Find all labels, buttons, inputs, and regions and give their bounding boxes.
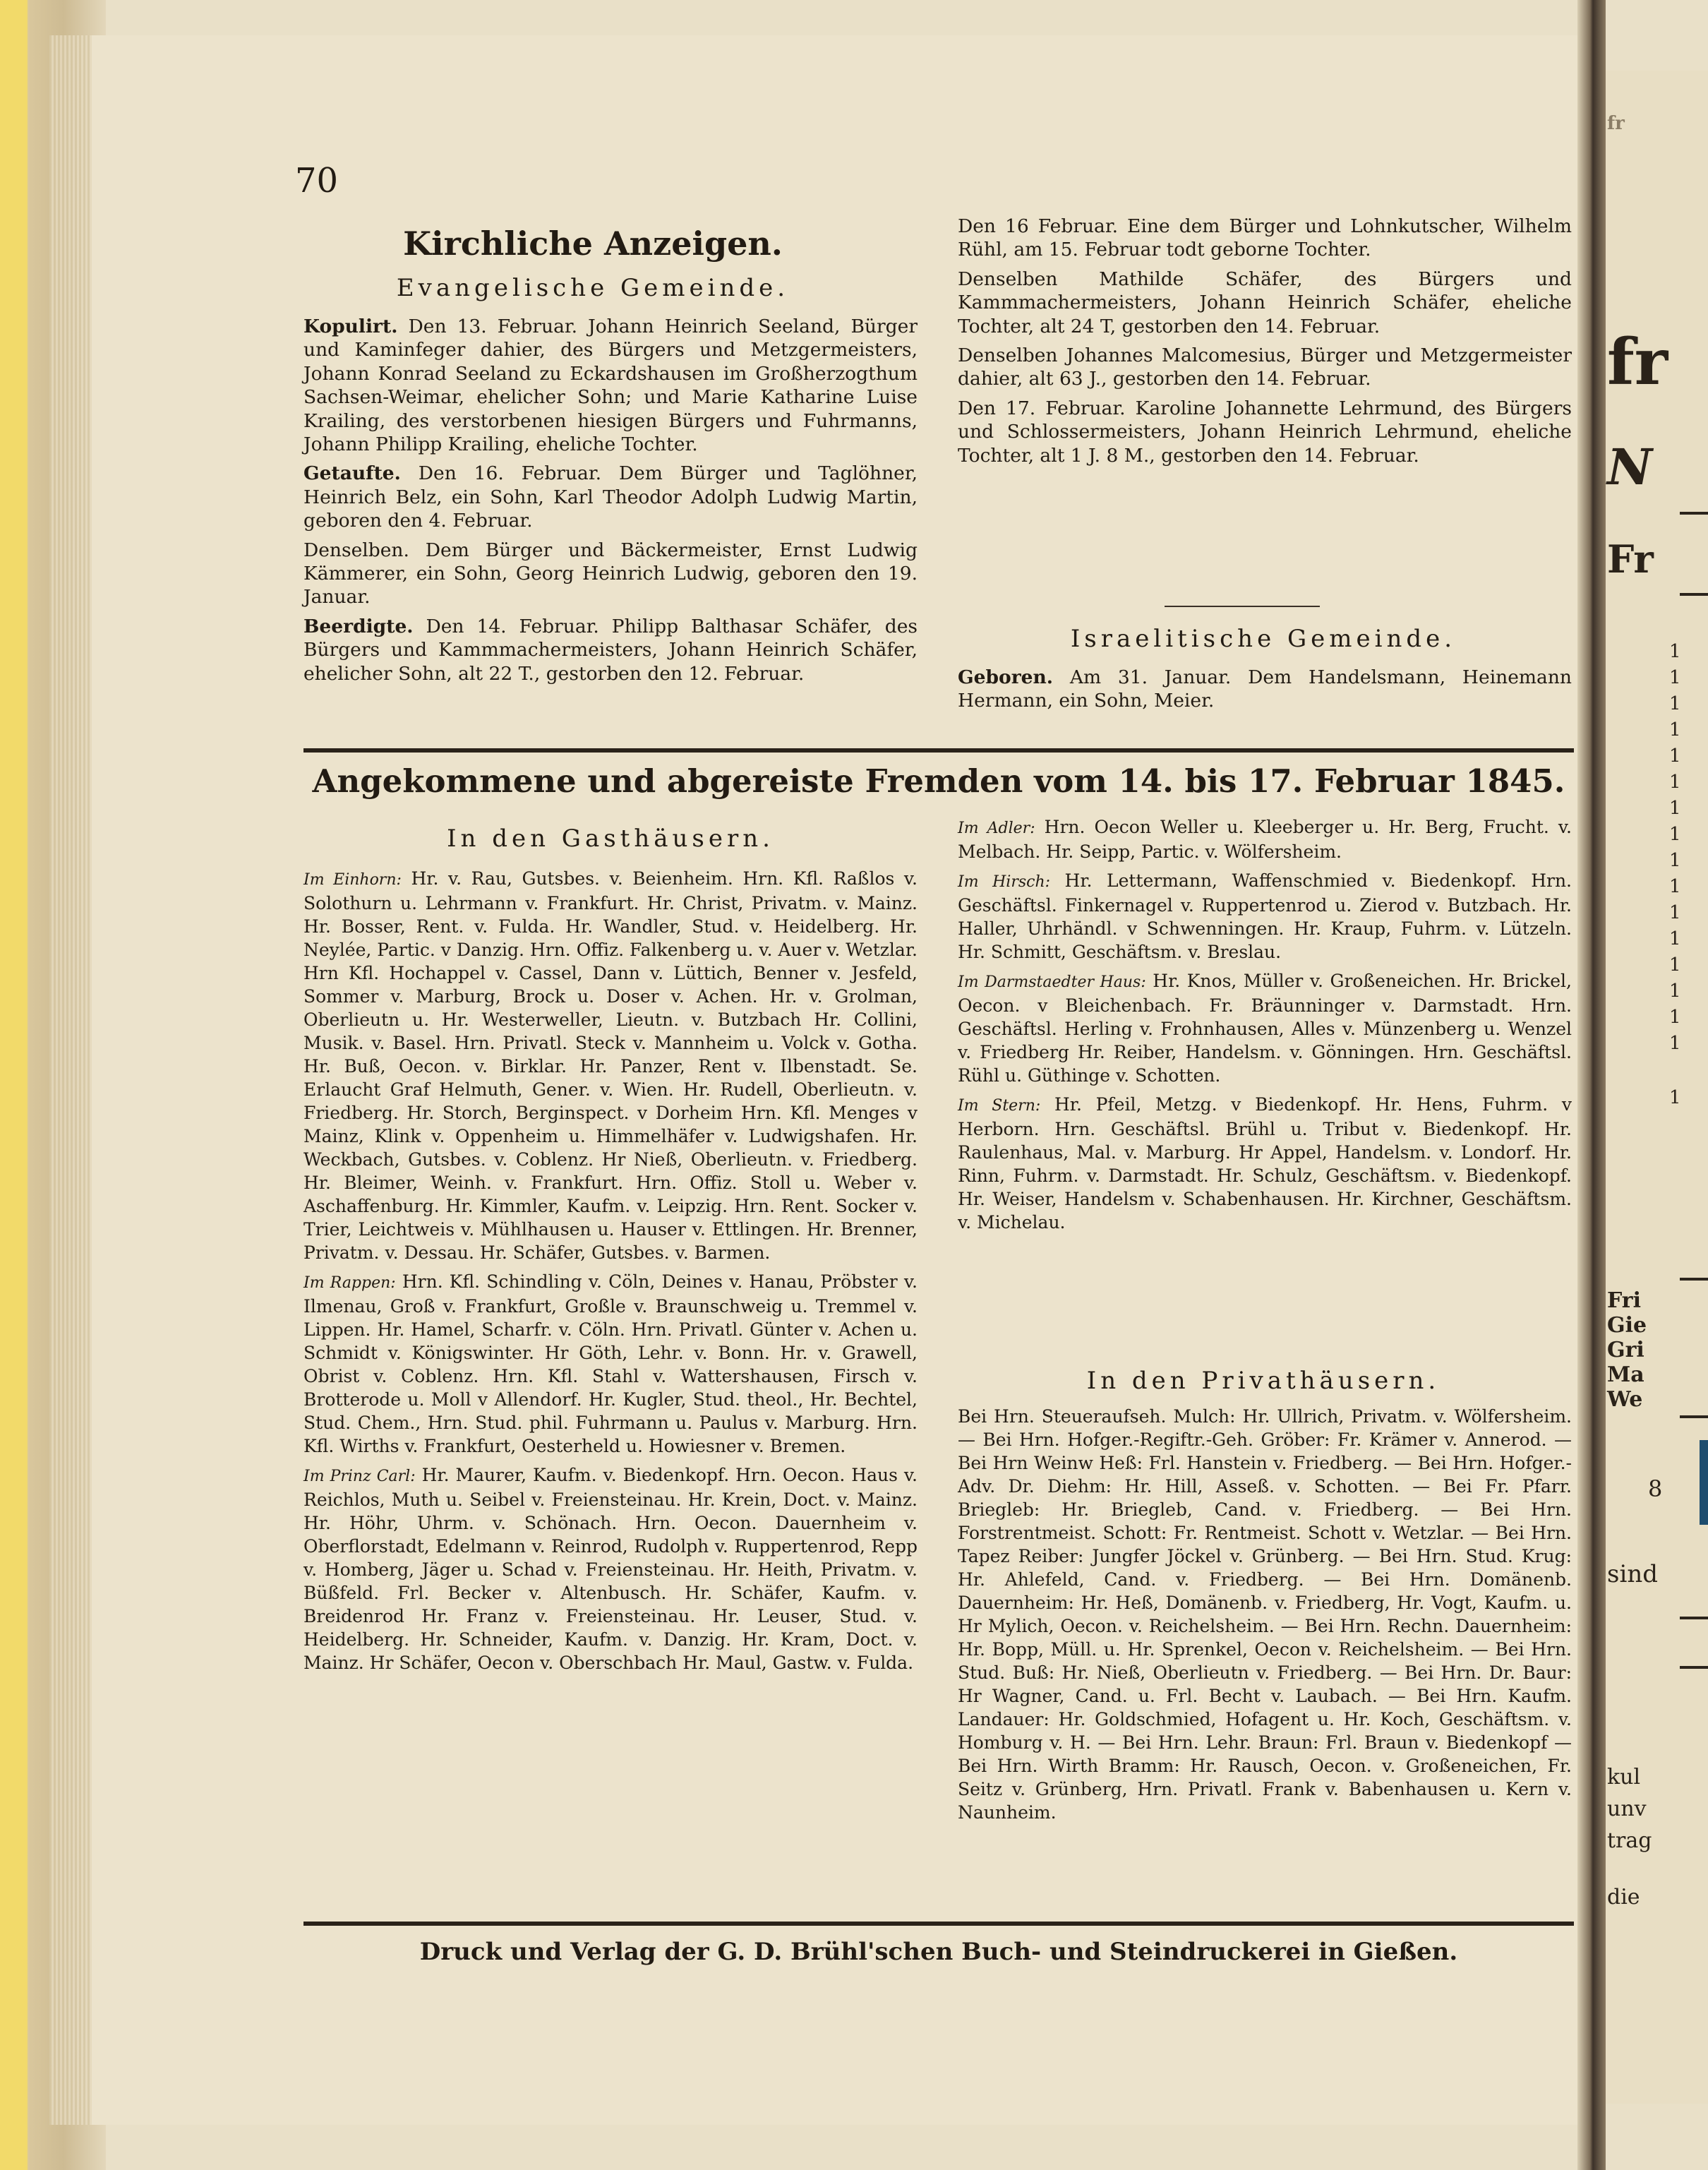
notice-entry: Den 16 Februar. Eine dem Bürger und Lohnkutscher, Wilhelm Rühl, am 15. Februar todt geborne Tochter.: [958, 215, 1572, 261]
next-page-rule: [1680, 1278, 1708, 1281]
page-number: 70: [295, 161, 339, 200]
notice-entry: Kopulirt. Den 13. Februar. Johann Heinrich Seeland, Bürger und Kaminfeger dahier, des Bürgers und Metzgermeisters, Johann Konrad Seeland zu Eckardshausen im Großherzogthum Sachsen-Weimar, ehelicher Sohn; und Marie Katharine Luise Krailing, des verstorbenen hiesigen Bürgers und Fuhrmanns, Johann Philipp Krailing, eheliche Tochter.: [303, 316, 918, 456]
arrival-entry: Im Prinz Carl: Hr. Maurer, Kaufm. v. Biedenkopf. Hrn. Oecon. Haus v. Reichlos, Muth u. Seibel v. Freiensteinau. Hr. Krein, Doct. v. Mainz. Hr. Höhr, Uhrm. v. Schönach. Hrn. Oecon. Dauernheim v. Oberflorstadt, Edelmann v. Reinrod, Rudolph v. Ruppertenrod, Repp v. Homberg, Jäger u. Schad v. Freiensteinau. Hr. Heith, Privatm. v. Büßfeld. Frl. Becker v. Altenbusch. Hr. Schäfer, Kaufm. v. Breidenrod Hr. Franz v. Freiensteinau. Hr. Leuser, Stud. v. Heidelberg. Hr. Schneider, Kaufm. v. Danzig. Hr. Kram, Doct. v. Mainz. Hr Schäfer, Oecon v. Oberschbach Hr. Maul, Gastw. v. Fulda.: [303, 1465, 918, 1673]
next-page-number: 1: [1669, 1087, 1681, 1108]
next-page-text: kul: [1607, 1765, 1641, 1790]
arrival-entry: Im Stern: Hr. Pfeil, Metzg. v Biedenkopf. Hr. Hens, Fuhrm. v Herborn. Hrn. Geschäftsl. Brühl u. Tribut v. Biedenkopf. Hr. Raulenhaus, Mal. v. Marburg. Hr Appel, Handelsm. v. Londorf. Hr. Rinn, Fuhrm. v. Darmstadt. Hr. Schulz, Geschäftsm. v. Biedenkopf. Hr. Weiser, Handelsm v. Schabenhausen. Hr. Kirchner, Geschäftsm. v. Michelau.: [958, 1094, 1572, 1233]
next-page-number: 1: [1669, 772, 1681, 793]
arrival-entry: Im Rappen: Hrn. Kfl. Schindling v. Cöln, Deines v. Hanau, Pröbster v. Ilmenau, Groß v. Frankfurt, Großle v. Braunschweig u. Tremmel v. Lippen. Hr. Hamel, Scharfr. v. Cöln. Hrn. Privatl. Günter v. Achen u. Schmidt v. Königswinter. Hr Göth, Lehr. v. Bonn. Hr. v. Grawell, Obrist v. Coblenz. Hrn. Kfl. Stahl v. Wattershausen, Firsch v. Brotterode u. Moll v Allendorf. Hr. Kugler, Stud. theol., Hr. Bechtel, Stud. Chem., Hrn. Stud. phil. Fuhrmann u. Paulus v. Marburg. Hrn. Kfl. Wirths v. Frankfurt, Oesterheld u. Howiesner v. Bremen.: [303, 1271, 918, 1456]
next-page-text: fr: [1607, 113, 1625, 134]
next-page-text: fr: [1607, 325, 1668, 400]
next-page-text: sind: [1607, 1560, 1658, 1588]
israelite-entry: Geboren. Am 31. Januar. Dem Handelsmann, Heinemann Hermann, ein Sohn, Meier.: [958, 666, 1572, 712]
evangelical-heading: Evangelische Gemeinde.: [396, 274, 790, 302]
next-page-text: 8: [1648, 1475, 1663, 1502]
next-page-number: 1: [1669, 824, 1681, 845]
notice-entry: Denselben Mathilde Schäfer, des Bürgers und Kammmachermeisters, Johann Heinrich Schäfer, eheliche Tochter, alt 24 T, gestorben den 14. Februar.: [958, 268, 1572, 337]
notices-left-column: [303, 315, 918, 731]
next-page-text: Fri: [1607, 1288, 1641, 1313]
imprint-footer: Druck und Verlag der G. D. Brühl'schen Buch- und Steindruckerei in Gießen.: [419, 1938, 1458, 1966]
next-page-number: 1: [1669, 981, 1681, 1002]
next-page-rule: [1680, 1415, 1708, 1418]
notices-right-column: [958, 215, 1572, 568]
next-page-number: 1: [1669, 798, 1681, 819]
next-page-number: 1: [1669, 954, 1681, 976]
arrival-entry: Im Adler: Hrn. Oecon Weller u. Kleeberger u. Hr. Berg, Frucht. v. Melbach. Hr. Seipp, Partic. v. Wölfersheim.: [958, 817, 1572, 862]
next-page-rule: [1680, 593, 1708, 596]
next-page-number: 1: [1669, 667, 1681, 688]
next-page-text: Fr: [1607, 536, 1654, 582]
next-page-rule: [1680, 512, 1708, 515]
arrivals-right-column: [958, 815, 1572, 1366]
book-gutter: [1577, 0, 1606, 2170]
next-page-number: 1: [1669, 876, 1681, 897]
next-page-text: Ma: [1607, 1362, 1644, 1387]
private-heading: In den Privathäusern.: [1086, 1367, 1441, 1395]
page-edge-marker: [1700, 1440, 1708, 1525]
footer-rule: [303, 1922, 1574, 1926]
notice-entry: Beerdigte. Den 14. Februar. Philipp Balthasar Schäfer, des Bürgers und Kammmachermeisters, Johann Heinrich Schäfer, ehelicher Sohn, alt 22 T., gestorben den 12. Februar.: [303, 615, 918, 685]
next-page-fragment: [1606, 71, 1708, 2104]
banner-rule-top: [303, 748, 1574, 753]
arrival-entry: Im Einhorn: Hr. v. Rau, Gutsbes. v. Beienheim. Hrn. Kfl. Raßlos v. Solothurn u. Lehrmann v. Frankfurt. Hr. Christ, Privatm. v. Mainz. Hr. Bosser, Rent. v. Fulda. Hr. Wandler, Stud. v. Heidelberg. Hr. Neylée, Partic. v Danzig. Hrn. Offiz. Falkenberg u. v. Auer v. Wetzlar. Hrn Kfl. Hochappel v. Cassel, Dann v. Lüttich, Benner v. Jesfeld, Sommer v. Marburg, Brock u. Doser v. Achen. Hr. v. Grolman, Oberlieutn u. Hr. Westerweller, Lieutn. v. Butzbach Hr. Collini, Musik. v. Basel. Hrn. Privatl. Steck v. Mannheim u. Volck v. Gotha. Hr. Buß, Oecon. v. Birklar. Hr. Panzer, Rent v. Ilbenstadt. Se. Erlaucht Graf Helmuth, Gener. v. Wien. Hr. Rudell, Oberlieutn. v. Friedberg. Hr. Storch, Berginspect. v Dorheim Hrn. Kfl. Menges v Mainz, Klink v. Oppenheim u. Himmelhäfer v. Ludwigshafen. Hr. Weckbach, Gutsbes. v. Coblenz. Hr Nieß, Oberlieutn. v. Friedberg. Hr. Bleimer, Weinh. v. Frankfurt. Hrn. Offiz. Stoll u. Weber v. Aschaffenburg. Hr. Kimmler, Kaufm. v. Leipzig. Hrn. Rent. Socker v. Trier, Leichtweis v. Mühlhausen u. Hauser v. Ettlingen. Hr. Brenner, Privatm. v. Dessau. Hr. Schäfer, Gutsbes. v. Barmen.: [303, 868, 918, 1263]
arrival-entry: Im Hirsch: Hr. Lettermann, Waffenschmied v. Biedenkopf. Hrn. Geschäftsl. Finkernagel v. Ruppertenrod u. Zierod v. Butzbach. Hr. Haller, Uhrhändl. v Schwenningen. Hr. Kraup, Fuhrm. v. Lützeln. Hr. Schmitt, Geschäftsm. v. Breslau.: [958, 870, 1572, 962]
next-page-number: 1: [1669, 850, 1681, 871]
next-page-text: Gie: [1607, 1313, 1647, 1338]
next-page-text: die: [1607, 1885, 1640, 1910]
israelite-heading: Israelitische Gemeinde.: [1070, 625, 1457, 653]
notice-entry: Denselben. Dem Bürger und Bäckermeister, Ernst Ludwig Kämmerer, ein Sohn, Georg Heinrich Ludwig, geboren den 19. Januar.: [303, 539, 918, 609]
private-houses-text: Bei Hrn. Steueraufseh. Mulch: Hr. Ullrich, Privatm. v. Wölfersheim. — Bei Hrn. Hofger.-Regiftr.-Geh. Gröber: Fr. Krämer v. Annerod. — Bei Hrn Weinw Heß: Frl. Hanstein v. Friedberg. — Bei Hrn. Hofger.-Adv. Dr. Diehm: Hr. Hill, Asseß. v. Schotten. — Bei Fr. Pfarr. Briegleb: Hr. Briegleb, Cand. v. Friedberg. — Bei Hrn. Forstrentmeist. Schott: Fr. Rentmeist. Schott v. Wetzlar. — Bei Hrn. Tapez Reiber: Jungfer Jöckel v. Grünberg. — Bei Hrn. Stud. Krug: Hr. Ahlefeld, Cand. v. Friedberg. — Bei Hrn. Domänenb. Dauernheim: Hr. Heß, Domänenb. v. Friedberg, Hr. Vogt, Kaufm. u. Hr Mylich, Oecon. v. Reichelsheim. — Bei Hrn. Rechn. Dauernheim: Hr. Bopp, Müll. u. Hr. Sprenkel, Oecon v. Reichelsheim. — Bei Hrn. Stud. Buß: Hr. Nieß, Oberlieutn v. Friedberg. — Bei Hrn. Dr. Baur: Hr Wagner, Cand. u. Frl. Becht v. Laubach. — Bei Hrn. Kaufm. Landauer: Hr. Goldschmied, Hofagent u. Hr. Koch, Geschäftsm. v. Homburg v. H. — Bei Hrn. Lehr. Braun: Frl. Braun v. Biedenkopf — Bei Hrn. Wirth Bramm: Hr. Rausch, Oecon. v. Großeneichen, Fr. Seitz v. Grünberg, Hrn. Privatl. Frank v. Babenhausen u. Kern v. Naunheim.: [958, 1406, 1572, 1823]
arrivals-title: Angekommene und abgereiste Fremden vom 14. bis 17. Februar 1845.: [312, 762, 1565, 800]
next-page-text: N: [1607, 438, 1652, 496]
next-page-number: 1: [1669, 1007, 1681, 1028]
next-page-number: 1: [1669, 641, 1681, 662]
notice-entry: Getaufte. Den 16. Februar. Dem Bürger und Taglöhner, Heinrich Belz, ein Sohn, Karl Theodor Adolph Ludwig Martin, geboren den 4. Februar.: [303, 462, 918, 532]
arrivals-left-column: [303, 867, 918, 1912]
next-page-rule: [1680, 1666, 1708, 1669]
next-page-number: 1: [1669, 1033, 1681, 1054]
guesthouses-heading: In den Gasthäusern.: [447, 825, 774, 853]
next-page-text: unv: [1607, 1797, 1647, 1821]
notices-title: Kirchliche Anzeigen.: [403, 224, 783, 263]
arrival-entry: Im Darmstaedter Haus: Hr. Knos, Müller v. Großeneichen. Hr. Brickel, Oecon. v Bleichenbach. Fr. Bräunninger v. Darmstadt. Hrn. Geschäftsl. Herling v. Frohnhausen, Alles v. Münzenberg u. Wenzel v. Friedberg Hr. Reiber, Handelsm. v. Gönningen. Hrn. Geschäftsl. Rühl u. Güthinge v. Schotten.: [958, 971, 1572, 1086]
notice-entry: Den 17. Februar. Karoline Johannette Lehrmund, des Bürgers und Schlossermeisters, Johann Heinrich Lehrmund, eheliche Tochter, alt 1 J. 8 M., gestorben den 14. Februar.: [958, 397, 1572, 467]
page-edges: [49, 35, 92, 2125]
next-page-number: 1: [1669, 693, 1681, 714]
next-page-number: 1: [1669, 902, 1681, 923]
notice-entry: Denselben Johannes Malcomesius, Bürger und Metzgermeister dahier, alt 63 J., gestorben den 14. Februar.: [958, 344, 1572, 390]
next-page-text: trag: [1607, 1828, 1652, 1853]
next-page-text: We: [1607, 1387, 1643, 1412]
next-page-number: 1: [1669, 719, 1681, 741]
next-page-rule: [1680, 1617, 1708, 1619]
next-page-text: Gri: [1607, 1338, 1644, 1362]
section-divider: [1165, 606, 1320, 607]
next-page-number: 1: [1669, 928, 1681, 949]
next-page-number: 1: [1669, 745, 1681, 767]
